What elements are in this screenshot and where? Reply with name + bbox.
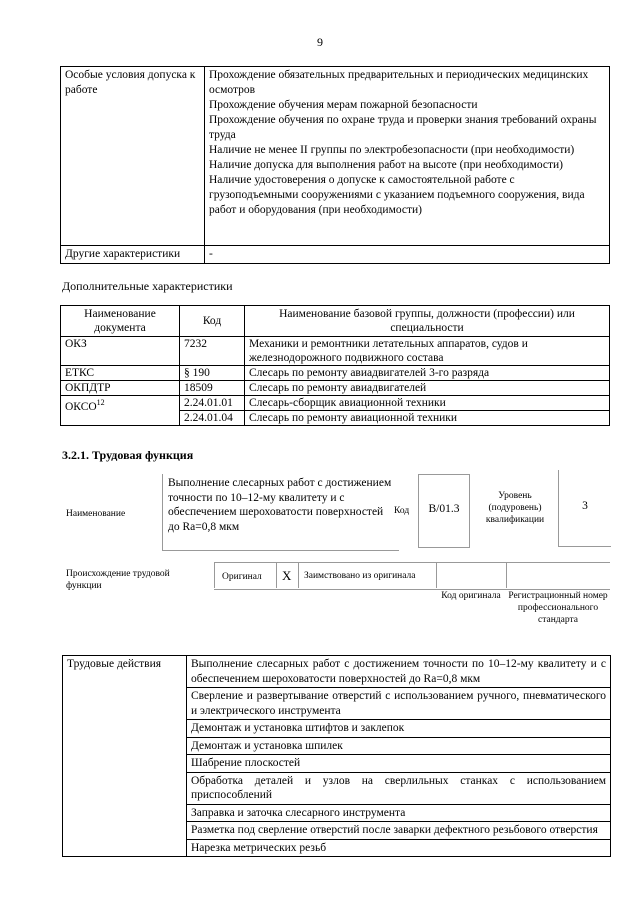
- table-cell: 2.24.01.01: [180, 396, 245, 411]
- table-cell: Слесарь по ремонту авиационной техники: [245, 411, 610, 426]
- table-row: [61, 366, 610, 381]
- table-cell: Механики и ремонтники летательных аппаратов, судов и железнодорожного подвижного состава: [245, 337, 610, 366]
- actions-label: Трудовые действия: [63, 656, 187, 857]
- table-cell: 7232: [180, 337, 245, 366]
- original-mark: X: [282, 568, 292, 583]
- table-row: [61, 396, 610, 411]
- list-item: Наличие не менее II группы по электробезопасности (при необходимости): [209, 144, 575, 156]
- table-cell: Слесарь по ремонту авиадвигателей 3-го разряда: [245, 366, 610, 381]
- reg-number-label: Регистрационный номер профессионального стандарта: [508, 591, 608, 625]
- labor-function-title: 3.2.1. Трудовая функция: [62, 448, 194, 462]
- header-name: Наименование базовой группы, должности (профессии) или специальности: [245, 306, 610, 337]
- code-label: Код: [394, 506, 410, 516]
- table-cell: ОКПДТР: [61, 381, 180, 396]
- conditions-list: [205, 67, 610, 246]
- list-item: Выполнение слесарных работ с достижением точности по 10–12-му квалитету и с обеспечением шероховатости поверхностей до Ra=0,8 мкм: [187, 656, 611, 688]
- table-cell: 2.24.01.04: [180, 411, 245, 426]
- divider: [506, 562, 507, 588]
- origin-label: Происхождение трудовой функции: [66, 569, 170, 591]
- additional-table: [60, 305, 610, 426]
- level-value: 3: [582, 500, 588, 512]
- list-item: Прохождение обучения по охране труда и проверки знания требований охраны труда: [209, 114, 597, 141]
- list-item: Наличие допуска для выполнения работ на высоте (при необходимости): [209, 159, 564, 171]
- level-box: [558, 470, 611, 547]
- table-cell: § 190: [180, 366, 245, 381]
- okso-label: ОКСО: [65, 400, 97, 413]
- table-cell: 18509: [180, 381, 245, 396]
- list-item: Заправка и заточка слесарного инструмента: [187, 804, 611, 822]
- level-label: Уровень (подуровень) квалификации: [485, 491, 545, 525]
- table-header-row: [61, 306, 610, 337]
- conditions-label: Особые условия допуска к работе: [61, 67, 205, 246]
- name-value: Выполнение слесарных работ с достижением точности по 10–12-му квалитету и с обеспечением шероховатости поверхностей до Ra=0,8 мкм: [162, 474, 399, 551]
- actions-table: [62, 655, 611, 857]
- table-row: [61, 67, 610, 246]
- table-row: [61, 381, 610, 396]
- list-item: Сверление и развертывание отверстий с использованием ручного, пневматического и электрического инструмента: [187, 688, 611, 720]
- table-cell: ЕТКС: [61, 366, 180, 381]
- list-item: Шабрение плоскостей: [187, 755, 611, 773]
- list-item: Разметка под сверление отверстий после заварки дефектного резьбового отверстия: [187, 822, 611, 840]
- list-item: Обработка деталей и узлов на сверлильных станках с использованием приспособлений: [187, 772, 611, 804]
- page-number: 9: [317, 35, 323, 49]
- table-row: [63, 656, 611, 688]
- header-code: Код: [180, 306, 245, 337]
- table-row: [61, 246, 610, 264]
- list-item: Прохождение обязательных предварительных и периодических медицинских осмотров: [209, 69, 589, 96]
- table-cell: Слесарь-сборщик авиационной техники: [245, 396, 610, 411]
- table-row: [61, 337, 610, 366]
- list-item: Нарезка метрических резьб: [187, 839, 611, 857]
- origin-code-label: Код оригинала: [441, 591, 501, 601]
- conditions-table: [60, 66, 610, 264]
- table-cell: ОКЗ: [61, 337, 180, 366]
- borrowed-label: Заимствовано из оригинала: [304, 571, 416, 581]
- divider: [436, 562, 437, 588]
- additional-title: Дополнительные характеристики: [62, 279, 233, 293]
- table-cell: [61, 396, 180, 426]
- footnote-ref: 12: [96, 398, 105, 407]
- divider: [214, 562, 215, 588]
- list-item: Демонтаж и установка шпилек: [187, 737, 611, 755]
- divider: [298, 562, 299, 588]
- divider: [276, 562, 277, 588]
- list-item: Демонтаж и установка штифтов и заклепок: [187, 720, 611, 738]
- header-document: Наименование документа: [61, 306, 180, 337]
- table-cell: Слесарь по ремонту авиадвигателей: [245, 381, 610, 396]
- code-box: [418, 474, 470, 548]
- code-value: В/01.3: [428, 503, 460, 515]
- name-label: Наименование: [66, 509, 126, 519]
- list-item: Прохождение обучения мерам пожарной безопасности: [209, 99, 478, 111]
- original-label: Оригинал: [222, 572, 262, 582]
- other-value: -: [205, 246, 610, 264]
- other-label: Другие характеристики: [61, 246, 205, 264]
- list-item: Наличие удостоверения о допуске к самостоятельной работе с грузоподъемными сооружениями с указанием подъемного сооружения, вида работ и оборудования (при необходимости): [209, 174, 585, 216]
